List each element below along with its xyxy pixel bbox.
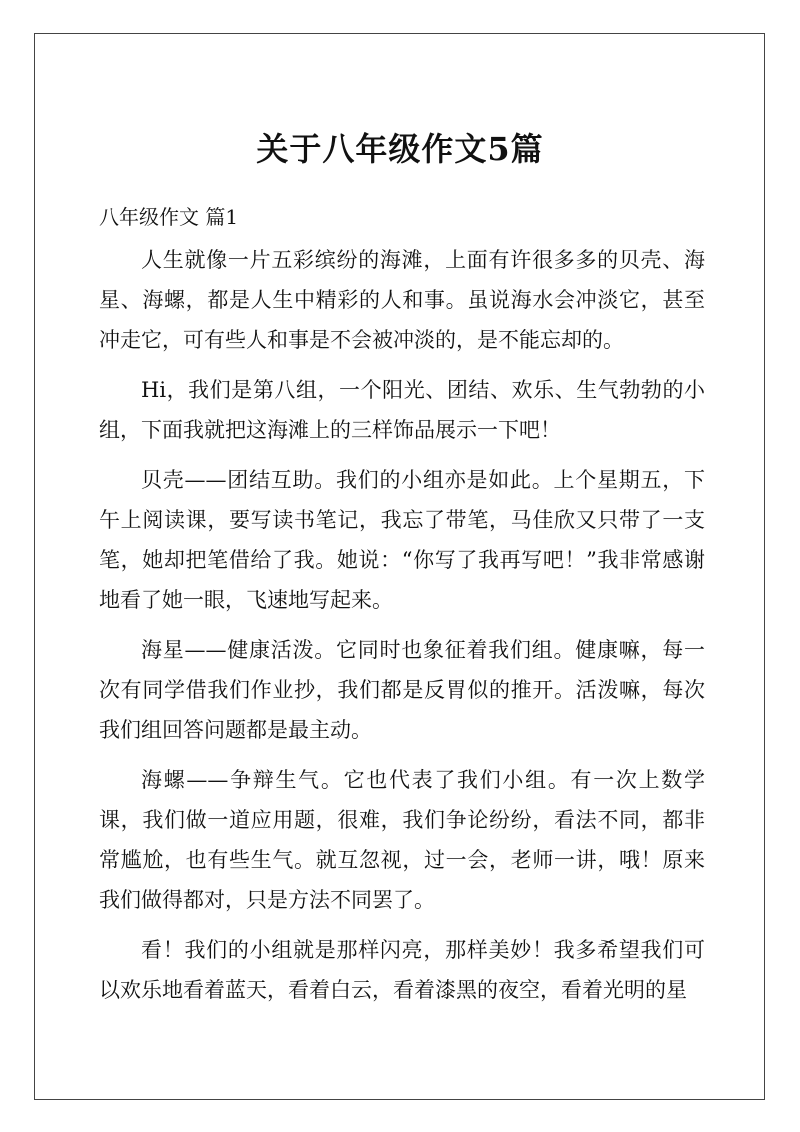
paragraph: Hi，我们是第八组，一个阳光、团结、欢乐、生气勃勃的小组，下面我就把这海滩上的三样饰品展示一下吧！	[99, 378, 705, 442]
document-title: 关于八年级作文5篇	[256, 130, 544, 168]
paragraph: 海星——健康活泼。它同时也象征着我们组。健康嘛，每一次有同学借我们作业抄，我们都是反胃似的推开。活泼嘛，每次我们组回答问题都是最主动。	[99, 638, 705, 742]
paragraph: 贝壳——团结互助。我们的小组亦是如此。上个星期五，下午上阅读课，要写读书笔记，我忘了带笔，马佳欣又只带了一支笔，她却把笔借给了我。她说：“你写了我再写吧！”我非常感谢地看了她一眼，飞速地写起来。	[99, 468, 705, 612]
paragraph: 海螺——争辩生气。它也代表了我们小组。有一次上数学课，我们做一道应用题，很难，我们争论纷纷，看法不同，都非常尴尬，也有些生气。就互忽视，过一会，老师一讲，哦！原来我们做得都对，只是方法不同罢了。	[99, 768, 705, 912]
essay-body	[99, 240, 705, 1020]
paragraph: 人生就像一片五彩缤纷的海滩，上面有许很多多的贝壳、海星、海螺，都是人生中精彩的人和事。虽说海水会冲淡它，甚至冲走它，可有些人和事是不会被冲淡的，是不能忘却的。	[99, 248, 705, 352]
paragraph: 看！我们的小组就是那样闪亮，那样美妙！我多希望我们可以欢乐地看着蓝天，看着白云，看着漆黑的夜空，看着光明的星	[99, 938, 705, 1002]
section-heading: 八年级作文 篇1	[99, 205, 239, 229]
